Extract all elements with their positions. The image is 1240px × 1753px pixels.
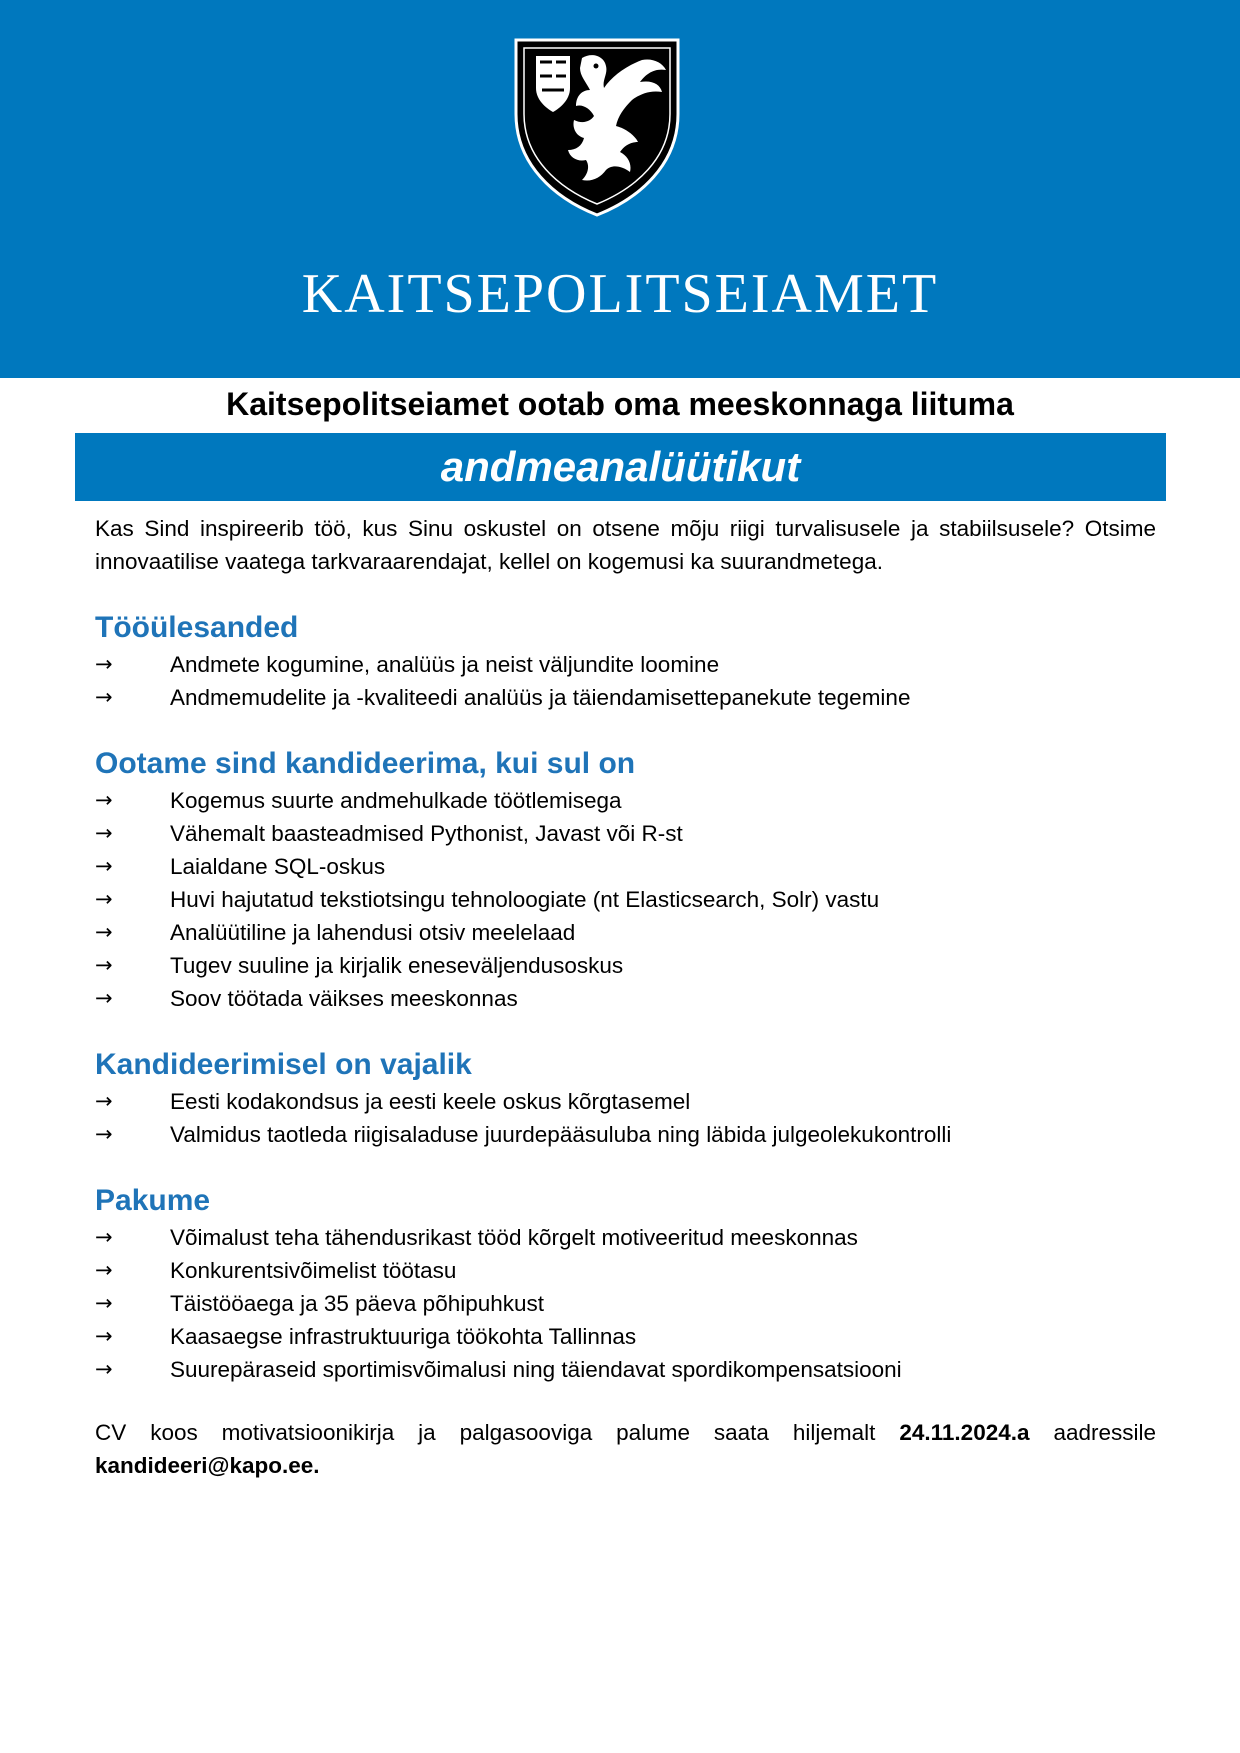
arrow-right-icon: → [95, 788, 113, 812]
list-item-text: Suurepäraseid sportimisvõimalusi ning täiendavat spordikompensatsiooni [170, 1357, 902, 1382]
list-item [95, 1320, 1156, 1353]
arrow-right-icon: → [95, 1258, 113, 1282]
list-item-text: Kogemus suurte andmehulkade töötlemisega [170, 788, 622, 813]
header-banner [0, 0, 1240, 378]
list-item-text: Andmemudelite ja -kvaliteedi analüüs ja täiendamisettepanekute tegemine [170, 685, 911, 710]
list-item-text: Vähemalt baasteadmised Pythonist, Javast või R-st [170, 821, 683, 846]
list-item-text: Huvi hajutatud tekstiotsingu tehnoloogiate (nt Elasticsearch, Solr) vastu [170, 887, 880, 912]
agency-name: KAITSEPOLITSEIAMET [301, 263, 939, 325]
arrow-right-icon: → [95, 854, 113, 878]
arrow-right-icon: → [95, 1357, 113, 1381]
closing-paragraph [95, 1416, 1156, 1482]
arrow-right-icon: → [95, 986, 113, 1010]
arrow-right-icon: → [95, 652, 113, 676]
contact-email[interactable]: kandideeri@kapo.ee. [95, 1453, 320, 1478]
task-list [95, 648, 1156, 714]
arrow-right-icon: → [95, 953, 113, 977]
arrow-right-icon: → [95, 1291, 113, 1315]
deadline-date: 24.11.2024.a [899, 1420, 1030, 1445]
subtitle: Kaitsepolitseiamet ootab oma meeskonnaga liituma [226, 386, 1014, 422]
list-item-text: Tugev suuline ja kirjalik eneseväljendusoskus [170, 953, 624, 978]
job-title: andmeanalüütikut [440, 443, 801, 490]
section-heading: Ootame sind kandideerima, kui sul on [95, 747, 636, 780]
section-offer [95, 1181, 1156, 1386]
arrow-right-icon: → [95, 1122, 113, 1146]
list-item-text: Analüütiline ja lahendusi otsiv meelelaad [170, 920, 576, 945]
list-item [95, 1118, 1156, 1151]
list-item [95, 681, 1156, 714]
section-heading: Kandideerimisel on vajalik [95, 1048, 472, 1081]
list-item [95, 1353, 1156, 1386]
list-item-text: Valmidus taotleda riigisaladuse juurdepääsuluba ning läbida julgeolekukontrolli [170, 1122, 952, 1147]
section-requirements [95, 744, 1156, 1015]
list-item [95, 1254, 1156, 1287]
arrow-right-icon: → [95, 887, 113, 911]
arrow-right-icon: → [95, 685, 113, 709]
list-item [95, 982, 1156, 1015]
shield-griffin-emblem-icon [512, 36, 682, 219]
requirement-list [95, 784, 1156, 1015]
list-item [95, 850, 1156, 883]
list-item-text: Laialdane SQL-oskus [170, 854, 386, 879]
condition-list [95, 1085, 1156, 1151]
list-item-text: Võimalust teha tähendusrikast tööd kõrgelt motiveeritud meeskonnas [170, 1225, 858, 1250]
closing-text: CV koos motivatsioonikirja ja palgasooviga palume saata hiljemalt [95, 1420, 900, 1445]
list-item [95, 949, 1156, 982]
arrow-right-icon: → [95, 1324, 113, 1348]
section-conditions [95, 1045, 1156, 1151]
list-item [95, 883, 1156, 916]
arrow-right-icon: → [95, 821, 113, 845]
intro-paragraph: Kas Sind inspireerib töö, kus Sinu oskustel on otsene mõju riigi turvalisusele ja stabiilsusele? Otsime innovaatilise vaatega tarkvaraarendajat, kellel on kogemusi ka suurandmetega. [95, 516, 1156, 574]
list-item [95, 916, 1156, 949]
list-item-text: Eesti kodakondsus ja eesti keele oskus kõrgtasemel [170, 1089, 691, 1114]
list-item-text: Andmete kogumine, analüüs ja neist väljundite loomine [170, 652, 720, 677]
main-content [95, 512, 1156, 1482]
job-title-bar [75, 433, 1166, 501]
arrow-right-icon: → [95, 1089, 113, 1113]
arrow-right-icon: → [95, 1225, 113, 1249]
section-tasks [95, 608, 1156, 714]
list-item [95, 648, 1156, 681]
arrow-right-icon: → [95, 920, 113, 944]
list-item-text: Täistööaega ja 35 päeva põhipuhkust [170, 1291, 545, 1316]
list-item [95, 1221, 1156, 1254]
section-heading: Tööülesanded [95, 611, 299, 644]
list-item [95, 1287, 1156, 1320]
section-heading: Pakume [95, 1184, 211, 1217]
list-item-text: Kaasaegse infrastruktuuriga töökohta Tallinnas [170, 1324, 637, 1349]
list-item [95, 1085, 1156, 1118]
list-item-text: Soov töötada väikses meeskonnas [170, 986, 518, 1011]
offer-list [95, 1221, 1156, 1386]
list-item-text: Konkurentsivõimelist töötasu [170, 1258, 457, 1283]
closing-text-after: aadressile [1029, 1420, 1156, 1445]
list-item [95, 817, 1156, 850]
list-item [95, 784, 1156, 817]
